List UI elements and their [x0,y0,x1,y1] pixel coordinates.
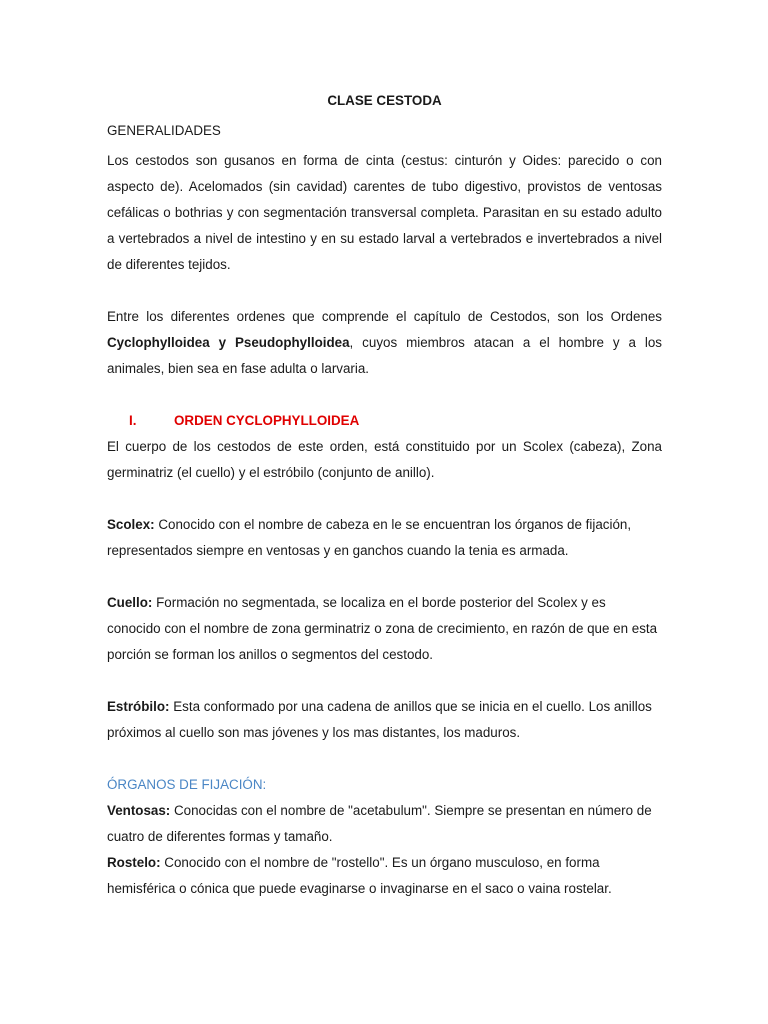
organos-heading: ÓRGANOS DE FIJACIÓN: [107,777,267,792]
cuello-paragraph [107,590,662,668]
estrobilo-term: Estróbilo: [107,699,170,714]
intro-paragraph: Los cestodos son gusanos en forma de cinta (cestus: cinturón y Oides: parecido o con aspecto de). Acelomados (sin cavidad) carentes de tubo digestivo, provistos de ventosas cefálicas o bothrias y con segmentación transversal completa. Parasitan en su estado adulto a vertebrados a nivel de intestino y en su estado larval a vertebrados e invertebrados a nivel de diferentes tejidos. [107,153,662,272]
ventosas-text: Conocidas con el nombre de "acetabulum". Siempre se presentan en número de cuatro de diferentes formas y tamaño. [107,803,652,844]
ordenes-paragraph [107,304,662,382]
document-content [107,88,662,902]
ventosas-paragraph [107,798,662,850]
ordenes-rest-text: , cuyos miembros atacan a el hombre y a los animales, bien sea en fase adulta o larvaria. [107,335,662,376]
ordenes-lead-text: Entre los diferentes ordenes que comprende el capítulo de Cestodos, son los Ordenes [107,309,662,324]
scolex-term: Scolex: [107,517,155,532]
estrobilo-text: Esta conformado por una cadena de anillos que se inicia en el cuello. Los anillos próximos al cuello son mas jóvenes y los mas distantes, los maduros. [107,699,652,740]
section-1-number: I. [129,413,137,428]
ordenes-bold-text: Cyclophylloidea y Pseudophylloidea [107,335,350,350]
section-1-heading [107,408,662,434]
cuello-text: Formación no segmentada, se localiza en el borde posterior del Scolex y es conocido con el nombre de zona germinatriz o zona de crecimiento, en razón de que en esta porción se forman los anillos o segmentos del cestodo. [107,595,658,662]
rostelo-text: Conocido con el nombre de "rostello". Es un órgano musculoso, en forma hemisférica o cónica que puede evaginarse o invaginarse en el saco o vaina rostelar. [107,855,612,896]
scolex-text: Conocido con el nombre de cabeza en le se encuentran los órganos de fijación, representados siempre en ventosas y en ganchos cuando la tenia es armada. [107,517,632,558]
section-1-body: El cuerpo de los cestodos de este orden, está constituido por un Scolex (cabeza), Zona germinatriz (el cuello) y el estróbilo (conjunto de anillo). [107,439,662,480]
cuello-term: Cuello: [107,595,153,610]
ventosas-term: Ventosas: [107,803,171,818]
generalidades-heading: GENERALIDADES [107,123,221,138]
section-1-title: ORDEN CYCLOPHYLLOIDEA [174,413,360,428]
rostelo-term: Rostelo: [107,855,161,870]
document-title: CLASE CESTODA [327,93,442,108]
estrobilo-paragraph [107,694,662,746]
scolex-paragraph [107,512,662,564]
rostelo-paragraph [107,850,662,902]
